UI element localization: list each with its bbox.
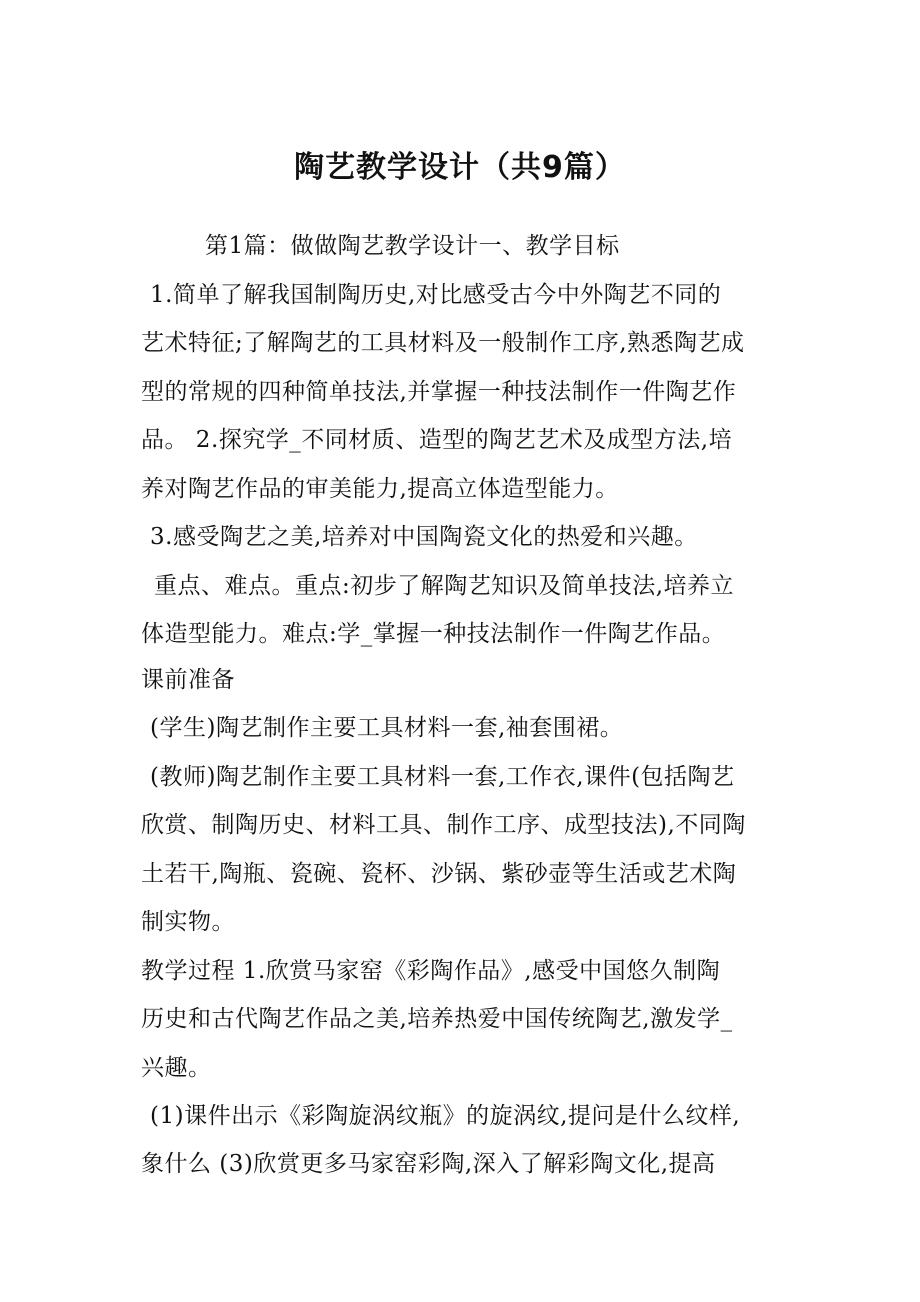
paragraph-line: 历史和古代陶艺作品之美,培养热爱中国传统陶艺,激发学_	[141, 1006, 733, 1032]
paragraph-line: (学生)陶艺制作主要工具材料一套,袖套围裙。	[150, 715, 624, 741]
paragraph-line: (1)课件出示《彩陶旋涡纹瓶》的旋涡纹,提问是什么纹样,	[150, 1103, 741, 1129]
paragraph-line: 象什么 (3)欣赏更多马家窑彩陶,深入了解彩陶文化,提高	[141, 1151, 716, 1177]
paragraph-line: (教师)陶艺制作主要工具材料一套,工作衣,课件(包括陶艺	[150, 764, 735, 790]
paragraph-line: 重点、难点。重点:初步了解陶艺知识及简单技法,培养立	[154, 573, 735, 599]
paragraph-line: 兴趣。	[141, 1055, 212, 1081]
paragraph-line: 欣赏、制陶历史、材料工具、制作工序、成型技法),不同陶	[141, 812, 746, 838]
paragraph-line: 教学过程 1.欣赏马家窑《彩陶作品》,感受中国悠久制陶	[141, 958, 721, 984]
paragraph-line: 土若干,陶瓶、瓷碗、瓷杯、沙锅、紫砂壶等生活或艺术陶	[141, 861, 737, 887]
section-heading: 第1篇：做做陶艺教学设计一、教学目标	[205, 233, 620, 259]
paragraph-line: 养对陶艺作品的审美能力,提高立体造型能力。	[141, 476, 619, 502]
paragraph-line: 1.简单了解我国制陶历史,对比感受古今中外陶艺不同的	[150, 282, 722, 308]
section-heading: 课前准备	[141, 667, 235, 693]
paragraph-line: 3.感受陶艺之美,培养对中国陶瓷文化的热爱和兴趣。	[150, 524, 698, 550]
paragraph-line: 艺术特征;了解陶艺的工具材料及一般制作工序,熟悉陶艺成	[141, 330, 745, 356]
page-title: 陶艺教学设计（共9篇）	[294, 150, 626, 185]
paragraph-line: 体造型能力。难点:学_掌握一种技法制作一件陶艺作品。	[141, 621, 726, 647]
paragraph-line: 型的常规的四种简单技法,并掌握一种技法制作一件陶艺作	[141, 379, 737, 405]
paragraph-line: 品。 2.探究学_不同材质、造型的陶艺艺术及成型方法,培	[141, 427, 733, 453]
paragraph-line: 制实物。	[141, 909, 235, 935]
